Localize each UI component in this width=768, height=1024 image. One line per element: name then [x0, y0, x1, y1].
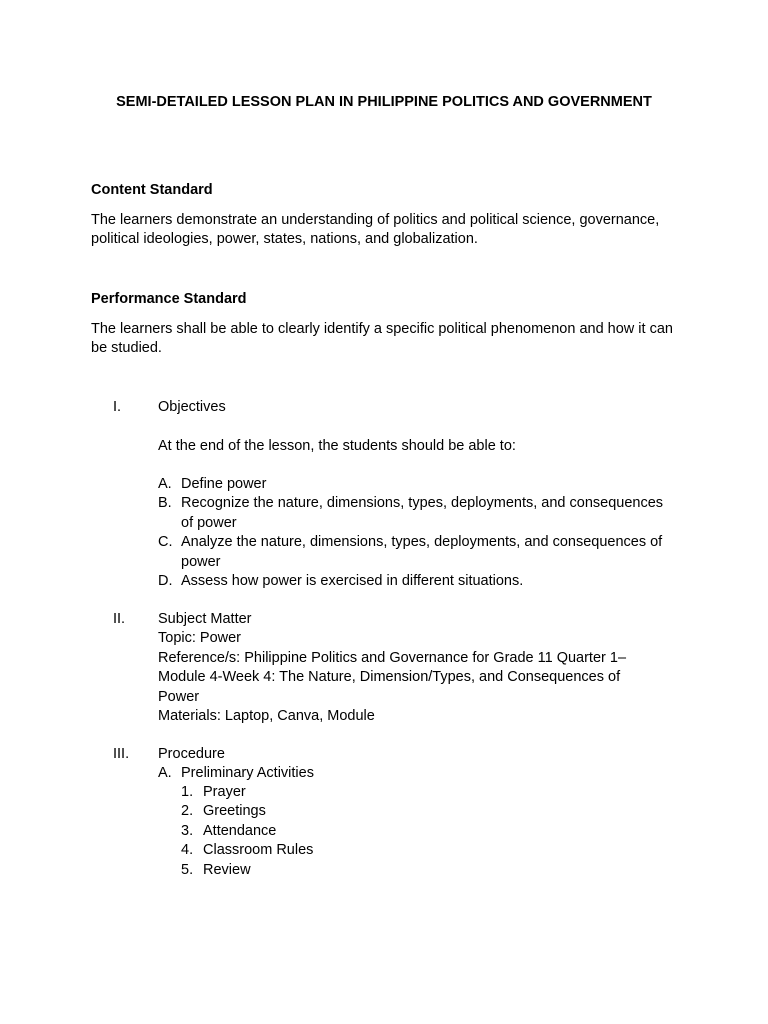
objective-marker: C. [158, 534, 173, 551]
activity-item [181, 802, 661, 821]
activity-text: Greetings [203, 803, 266, 820]
objectives-list [158, 475, 678, 591]
subject-matter-heading: Subject Matter [158, 611, 252, 627]
activity-marker: 1. [181, 784, 194, 800]
subject-matter-materials: Materials: Laptop, Canva, Module [158, 708, 375, 725]
objective-item [158, 533, 678, 572]
objective-item [158, 494, 678, 533]
activity-item [181, 841, 661, 860]
objective-item [158, 475, 678, 494]
activity-text: Attendance [203, 822, 277, 839]
subject-matter-numeral: II. [113, 611, 126, 627]
activity-item [181, 822, 661, 841]
activity-text: Review [203, 861, 251, 878]
performance-standard-heading: Performance Standard [91, 291, 247, 307]
preliminary-activities-list [181, 783, 661, 880]
objective-item [158, 572, 678, 591]
activity-text: Classroom Rules [203, 842, 314, 859]
content-standard-text: The learners demonstrate an understanding of politics and political science, governance, political ideologies, power, states, nations, and globalization. [91, 212, 660, 248]
objective-text: Assess how power is exercised in different situations. [181, 573, 524, 590]
objective-marker: D. [158, 573, 173, 590]
content-standard-heading: Content Standard [91, 182, 213, 198]
procedure-subsection [158, 764, 678, 783]
subject-matter-topic: Topic: Power [158, 630, 242, 647]
document-title: SEMI-DETAILED LESSON PLAN IN PHILIPPINE POLITICS AND GOVERNMENT [116, 94, 652, 110]
objectives-numeral: I. [113, 399, 122, 415]
activity-item [181, 861, 661, 880]
performance-standard-text: The learners shall be able to clearly identify a specific political phenomenon and how it can be studied. [91, 321, 673, 357]
procedure-sub-heading: Preliminary Activities [181, 765, 314, 781]
objective-text: Recognize the nature, dimensions, types, deployments, and consequences of power [181, 495, 664, 531]
objectives-heading: Objectives [158, 399, 226, 415]
activity-marker: 3. [181, 822, 194, 839]
procedure-sublist [158, 764, 678, 783]
objective-text: Analyze the nature, dimensions, types, deployments, and consequences of power [181, 534, 663, 570]
objectives-intro: At the end of the lesson, the students should be able to: [158, 438, 516, 454]
procedure-numeral: III. [113, 746, 130, 762]
objective-text: Define power [181, 476, 267, 492]
activity-marker: 5. [181, 861, 194, 878]
activity-text: Prayer [203, 784, 246, 800]
subject-matter-reference: Reference/s: Philippine Politics and Governance for Grade 11 Quarter 1–Module 4-Week 4: The Nature, Dimension/Types, and Consequences of Power [158, 649, 627, 705]
procedure-sub-marker: A. [158, 765, 172, 781]
activity-marker: 2. [181, 803, 194, 820]
objective-marker: B. [158, 495, 172, 512]
objective-marker: A. [158, 476, 172, 492]
procedure-heading: Procedure [158, 746, 225, 762]
subject-matter-block [158, 610, 648, 726]
activity-item [181, 783, 661, 802]
activity-marker: 4. [181, 842, 194, 859]
